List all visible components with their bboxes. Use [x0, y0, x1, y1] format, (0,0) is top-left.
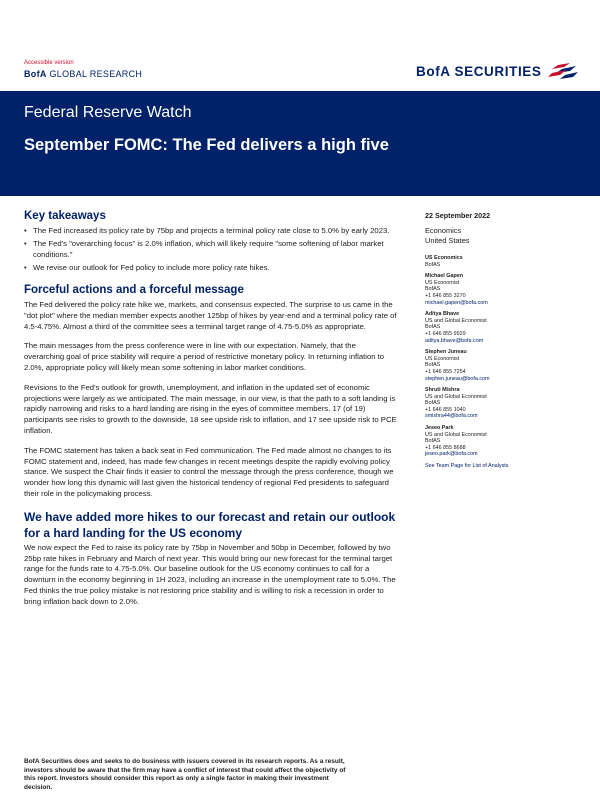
analyst-detail: BofAS — [425, 438, 441, 445]
sidebar — [425, 211, 575, 469]
analyst-card — [425, 387, 575, 420]
analyst-name: US Economics — [425, 255, 463, 261]
analyst-name: Michael Gapen — [425, 273, 464, 280]
analyst-card — [425, 425, 575, 458]
body-paragraph: The main messages from the press conference were in line with our expectation. Namely, that the overarching goal of price stability will require a period of restrictive monetary policy. In returning inflation to 2.0%, appropriate policy will likely mean some softening in labor market conditions. — [24, 341, 385, 372]
region-line: United States — [425, 235, 470, 245]
global-research-label — [24, 69, 142, 79]
analyst-detail: BofAS — [425, 362, 441, 369]
analyst-phone: +1 646 855 3270 — [425, 292, 466, 299]
analyst-phone: +1 646 855 8688 — [425, 444, 466, 451]
bofa-securities-logo — [416, 60, 578, 82]
report-date: 22 September 2022 — [425, 211, 491, 220]
analyst-detail: BofAS — [425, 324, 441, 331]
analyst-phone: +1 646 855 9929 — [425, 330, 466, 337]
analyst-detail: US Economist — [425, 279, 460, 286]
flag-icon — [548, 63, 578, 79]
report-title: September FOMC: The Fed delivers a high five — [24, 136, 389, 154]
analyst-phone: +1 646 855 1040 — [425, 406, 466, 413]
brand-prefix: BofA — [24, 69, 47, 79]
team-page-link[interactable]: See Team Page for List of Analysts — [425, 463, 509, 470]
analyst-card — [425, 311, 575, 344]
analyst-email-link[interactable]: jeseo.park@bofa.com — [425, 451, 478, 458]
body-paragraph: The FOMC statement has taken a back seat in Fed communication. The Fed made almost no changes to its FOMC statement and, indeed, has made few changes in recent meetings despite the rapidly evolving policy stance. We suspect the Chair finds it easier to control the message through the press conference, though we wonder how long this dynamic will last given the historical tendency of regional Fed presidents to safeguard their role in the policymaking process. — [24, 445, 394, 498]
takeaway-item: • The Fed's "overarching focus" is 2.0% inflation, which will likely require "some softening of labor market conditions." — [24, 239, 398, 261]
series-name: Federal Reserve Watch — [24, 104, 192, 121]
analyst-email-link[interactable]: michael.gapen@bofa.com — [425, 299, 488, 306]
analyst-name: Shruti Mishra — [425, 387, 460, 394]
analyst-email-link[interactable]: stephen.juneau@bofa.com — [425, 375, 490, 382]
analyst-detail: US and Global Economist — [425, 431, 487, 438]
analyst-card — [425, 273, 575, 306]
body-paragraph: We now expect the Fed to raise its policy rate by 75bp in November and 50bp in December, followed by two 25bp rate hikes in February and March of next year. This would bring our new forecast for the terminal target range for the funds rate to 4.75-5.0%. Our baseline outlook for the US economy continues to call for a downturn in the economy beginning in 1H 2023, including an increase in the unemployment rate to 5.0%. The Fed thinks the true policy mistake is not restoring price stability and is willing to risk a recession in order to bring inflation back down to 2.0%. — [24, 542, 396, 606]
key-takeaways-list — [24, 226, 398, 274]
region-block — [425, 226, 575, 245]
takeaway-item: • We revise our outlook for Fed policy to include more policy rate hikes. — [24, 263, 398, 274]
analyst-detail: US and Global Economist — [425, 393, 487, 400]
title-banner — [0, 91, 600, 196]
disclaimer-footer: BofA Securities does and seeks to do business with issuers covered in its research reports. As a result, investors should be aware that the firm may have a conflict of interest that could affect the objectivity of this report. Investors should consider this report as only a single factor in making their investment decision. — [24, 758, 346, 791]
analyst-card — [425, 349, 575, 382]
takeaway-item: • The Fed increased its policy rate by 75bp and projects a terminal policy rate close to 5.0% by early 2023. — [24, 226, 398, 237]
analyst-detail: BofAS — [425, 261, 441, 268]
page-header — [0, 0, 600, 90]
body-paragraph: The Fed delivered the policy rate hike we, markets, and consensus expected. The surprise to us came in the "dot plot" where the median member expects another 125bp of hikes by year-end and a terminal policy rate of 4.5-4.75%. Almost a third of the committee sees a terminal target range of 4.75-5.0% as appropriate. — [24, 299, 397, 331]
analyst-name: Jeseo Park — [425, 425, 454, 432]
brand-suffix: GLOBAL RESEARCH — [46, 69, 143, 79]
main-content — [24, 210, 398, 617]
analyst-detail: BofAS — [425, 286, 441, 293]
body-paragraph: Revisions to the Fed's outlook for growth, unemployment, and inflation in the updated set of economic projections were largely as we anticipated. The main message, in our view, is that the path to a soft landing is rapidly narrowing and risks to a hard landing are rising in the eyes of committee members. 17 (of 19) participants see risks to growth to the downside, 18 see upside risk to inflation, and 17 see upside risk to PCE inflation. — [24, 382, 397, 435]
key-takeaways-heading: Key takeaways — [24, 210, 106, 222]
analyst-name: Stephen Juneau — [425, 349, 467, 356]
analyst-detail: US and Global Economist — [425, 317, 487, 324]
section-heading-hikes: We have added more hikes to our forecast and retain our outlook for a hard landing for the US economy — [24, 509, 396, 540]
analyst-phone: +1 646 855 7254 — [425, 368, 466, 375]
section-heading-forceful: Forceful actions and a forceful message — [24, 283, 244, 296]
analyst-card — [425, 255, 575, 268]
analyst-detail: US Economist — [425, 355, 460, 362]
analyst-name: Aditya Bhave — [425, 311, 460, 318]
accessible-version-link[interactable]: Accessible version — [24, 60, 74, 66]
logo-text: BofA SECURITIES — [416, 63, 542, 79]
analyst-email-link[interactable]: smishra44@bofa.com — [425, 413, 478, 420]
region-line: Economics — [425, 226, 462, 235]
analyst-detail: BofAS — [425, 400, 441, 407]
analyst-email-link[interactable]: aditya.bhave@bofa.com — [425, 337, 484, 344]
